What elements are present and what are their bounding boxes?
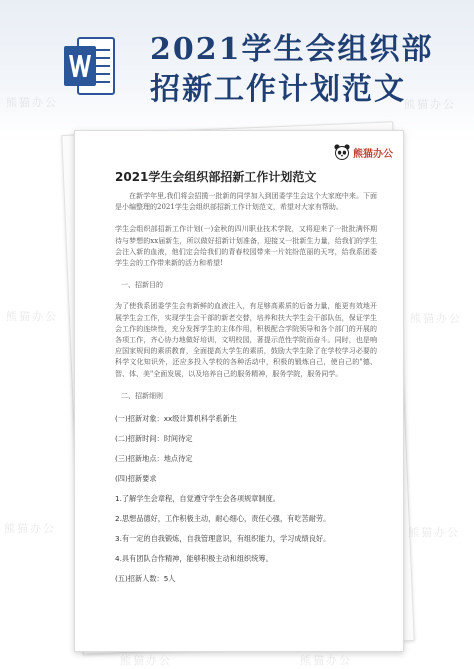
brand-logo-text: 熊猫办公 bbox=[353, 148, 393, 160]
brand-logo bbox=[334, 144, 393, 160]
banner-title bbox=[150, 30, 450, 110]
document-page bbox=[74, 130, 404, 652]
watermark: 熊猫办公 bbox=[410, 312, 462, 325]
watermark: 熊猫办公 bbox=[6, 96, 58, 109]
purpose-paragraph: 为了使我系团委学生会有新鲜的血液注入，有足够高素质的后备力量，能更有效地开展学生会工作，实现学生会干部的新老交替，培养和扶大学生会干部队伍，保证学生会工作的连续性，充分发挥学生的主体作用，积极配合学院领导和各个部门的开展的各项工作，齐心协力地做好培训，文明校园，著提示范性学院而奋斗。同时，也是响应国家规间的素质教育，全面提高大学生的素质，鼓励大学生除了在学校学习必要的科学文化知识外，还应多投入学校的各种活动中，积极的锻炼自己，使自己的"德、智、体、美"全面发展，以及培养自己的服务精神，服务学院，服务同学。 bbox=[115, 302, 377, 378]
banner-title-line2: 招新工作计划范文 bbox=[150, 72, 406, 107]
document-title: 2021学生会组织部招新工作计划范文 bbox=[115, 170, 317, 184]
section-heading: 一、招新目的 bbox=[121, 281, 163, 290]
list-item: 2.思想品德好，工作积极主动，耐心细心，责任心强，有吃苦耐劳。 bbox=[115, 514, 331, 524]
intro-paragraph: 在新学年里,我们将会招揽一批新的同学加入到团委学生会这个大家庭中来。下面是小编整理的2021学生会组织部招新工作计划范文，希望对大家有帮助。 bbox=[115, 192, 377, 212]
list-item: (二)招新时间：时间待定 bbox=[115, 434, 193, 444]
list-item: 4.具有团队合作精神，能够积极主动和组织统筹。 bbox=[115, 554, 273, 564]
list-item: (五)招新人数：5人 bbox=[115, 574, 176, 584]
watermark: 熊猫办公 bbox=[4, 522, 56, 535]
list-item: (四)招新要求 bbox=[115, 474, 157, 484]
list-item: (三)招新地点：地点待定 bbox=[115, 454, 193, 464]
section-heading: 二、招新细则 bbox=[121, 391, 163, 400]
list-item: 1.了解学生会章程，自觉遵守学生会各项规章制度。 bbox=[115, 494, 280, 504]
word-document-icon bbox=[64, 36, 116, 96]
banner-title-line1: 2021学生会组织部 bbox=[150, 32, 434, 67]
watermark: 熊猫办公 bbox=[408, 526, 460, 539]
list-item: (一)招新对象：xx级计算机科学系新生 bbox=[115, 414, 237, 424]
watermark: 熊猫办公 bbox=[300, 654, 352, 667]
list-item: 3.有一定的自我锻炼，自我管理意识，有组织能力，学习成绩良好。 bbox=[115, 534, 331, 544]
watermark: 熊猫办公 bbox=[404, 98, 456, 111]
document-body bbox=[115, 191, 377, 584]
intro-paragraph: 学生会组织部招新工作计划(一)金秋的四川职业技术学院，又将迎来了一批批满怀期待与梦想的xx届新生，所以做好招新计划准备，迎接又一批新生力量，给我们的学生会注入新的血液，他们定会给我们的青春校园带来一片姹纷范丽的天穹，给我系团委学生会的工作带来新的活力和希望! bbox=[115, 225, 377, 268]
panda-icon bbox=[334, 144, 350, 160]
watermark: 熊猫办公 bbox=[120, 654, 172, 667]
watermark: 熊猫办公 bbox=[6, 310, 58, 323]
